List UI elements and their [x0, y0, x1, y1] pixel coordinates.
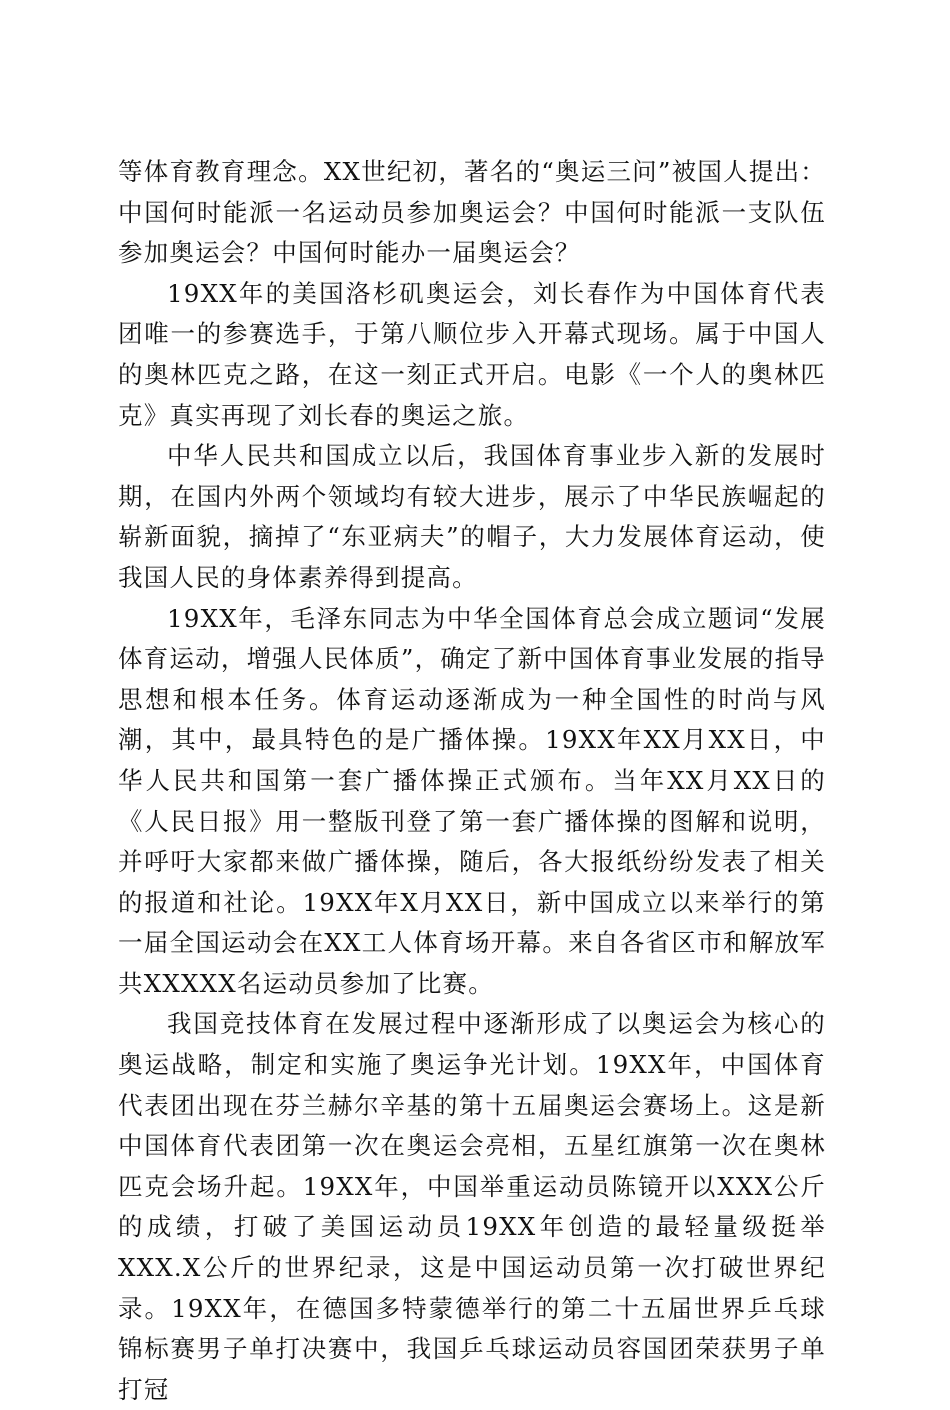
paragraph: 中华人民共和国成立以后，我国体育事业步入新的发展时期，在国内外两个领域均有较大进步，展示了中华民族崛起的崭新面貌，摘掉了“东亚病夫”的帽子，大力发展体育运动，使我国人民的身体素养得到提高。: [118, 441, 826, 592]
paragraph: 我国竞技体育在发展过程中逐渐形成了以奥运会为核心的奥运战略，制定和实施了奥运争光计划。19XX年，中国体育代表团出现在芬兰赫尔辛基的第十五届奥运会赛场上。这是新中国体育代表团第一次在奥运会亮相，五星红旗第一次在奥林匹克会场升起。19XX年，中国举重运动员陈镜开以XXX公斤的成绩，打破了美国运动员19XX年创造的最轻量级挺举XXX.X公斤的世界纪录，这是中国运动员第一次打破世界纪录。19XX年，在德国多特蒙德举行的第二十五届世界乒乓球锦标赛男子单打决赛中，我国乒乓球运动员容国团荣获男子单打冠: [118, 1009, 826, 1404]
paragraph-continued: 等体育教育理念。XX世纪初，著名的“奥运三问”被国人提出：中国何时能派一名运动员参加奥运会？中国何时能派一支队伍参加奥运会？中国何时能办一届奥运会？: [118, 157, 826, 268]
document-body: [118, 152, 826, 1410]
paragraph: 19XX年的美国洛杉矶奥运会，刘长春作为中国体育代表团唯一的参赛选手，于第八顺位步入开幕式现场。属于中国人的奥林匹克之路，在这一刻正式开启。电影《一个人的奥林匹克》真实再现了刘长春的奥运之旅。: [118, 278, 826, 430]
paragraph: 19XX年，毛泽东同志为中华全国体育总会成立题词“发展体育运动，增强人民体质”，确定了新中国体育事业发展的指导思想和根本任务。体育运动逐渐成为一种全国性的时尚与风潮，其中，最具特色的是广播体操。19XX年XX月XX日，中华人民共和国第一套广播体操正式颁布。当年XX月XX日的《人民日报》用一整版刊登了第一套广播体操的图解和说明，并呼吁大家都来做广播体操，随后，各大报纸纷纷发表了相关的报道和社论。19XX年X月XX日，新中国成立以来举行的第一届全国运动会在XX工人体育场开幕。来自各省区市和解放军共XXXXX名运动员参加了比赛。: [118, 603, 826, 998]
